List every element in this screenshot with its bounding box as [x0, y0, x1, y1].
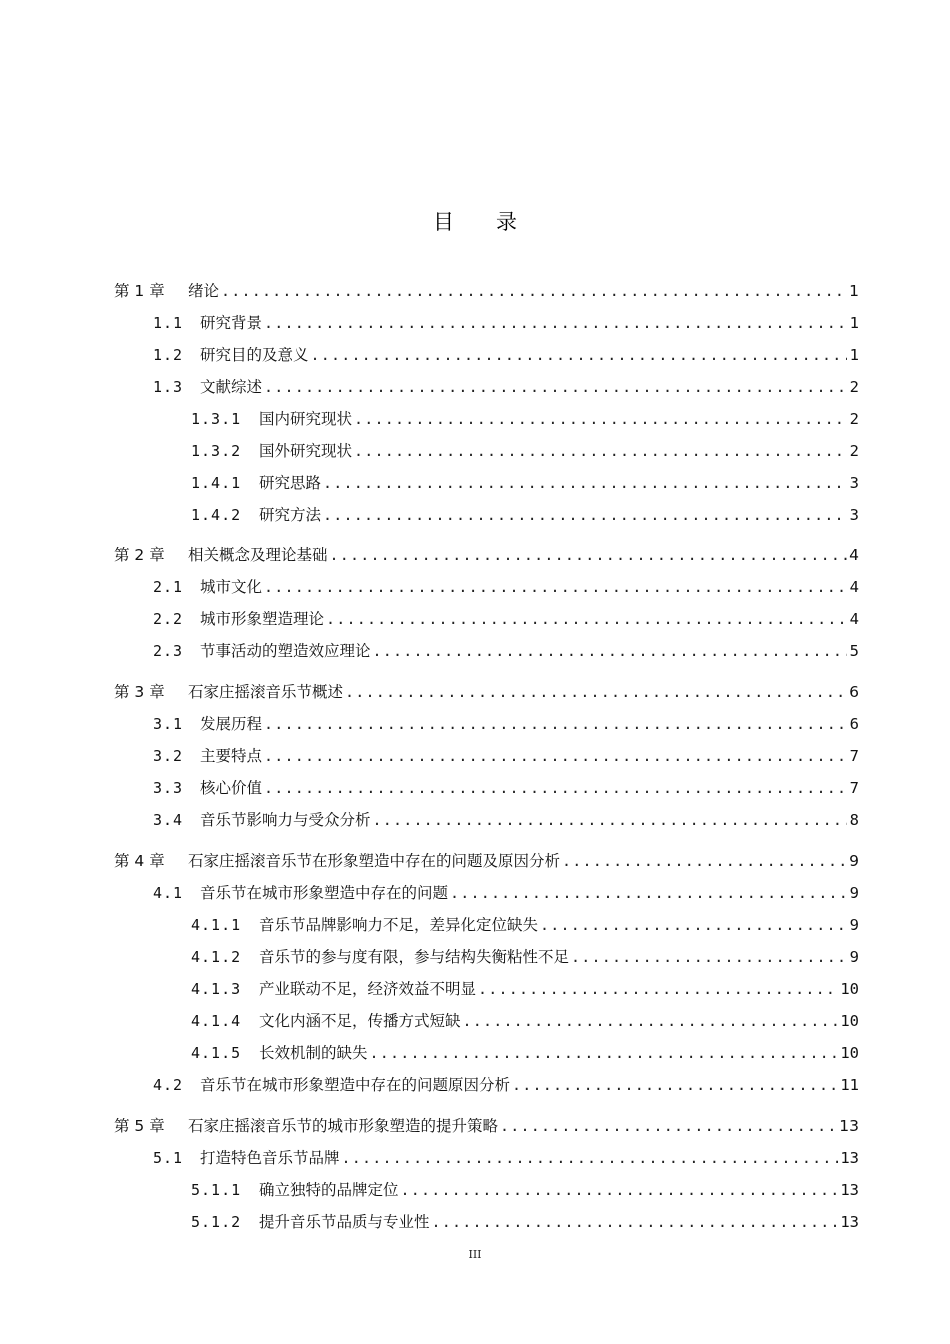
toc-entry-page-number: 4	[849, 610, 859, 628]
toc-entry-page-number: 7	[849, 779, 859, 797]
toc-subsection-entry[interactable]	[191, 1208, 859, 1232]
dot-leader	[571, 947, 847, 967]
toc-section-entry[interactable]	[153, 742, 859, 766]
dot-leader	[323, 473, 847, 493]
toc-entry-title: 相关概念及理论基础	[188, 546, 328, 564]
toc-entry-number: 第 1 章	[114, 282, 165, 300]
toc-entry-title: 音乐节影响力与受众分析	[200, 811, 371, 829]
toc-entry-title: 发展历程	[200, 715, 263, 733]
toc-section-entry[interactable]	[153, 637, 859, 661]
toc-entry-number: 4.1	[153, 884, 184, 902]
toc-entry-page-number: 10	[840, 980, 859, 998]
toc-entry-number: 1.4.2	[191, 506, 242, 524]
toc-entry-page-number: 13	[840, 1149, 859, 1167]
toc-subsection-entry[interactable]	[191, 1039, 859, 1063]
toc-entry-number: 1.2	[153, 346, 184, 364]
toc-entry-number: 5.1	[153, 1149, 184, 1167]
toc-entry-title: 节事活动的塑造效应理论	[200, 642, 371, 660]
toc-entry-page-number: 1	[849, 346, 859, 364]
toc-section-entry[interactable]	[153, 1071, 859, 1095]
toc-entry-title: 石家庄摇滚音乐节的城市形象塑造的提升策略	[188, 1117, 499, 1135]
toc-chapter-entry[interactable]	[114, 847, 859, 871]
toc-entry-page-number: 9	[849, 916, 859, 934]
toc-subsection-entry[interactable]	[191, 911, 859, 935]
toc-entry-number: 3.3	[153, 779, 184, 797]
dot-leader	[478, 979, 838, 999]
dot-leader	[221, 281, 847, 301]
dot-leader	[373, 641, 847, 661]
toc-entry-number: 4.1.5	[191, 1044, 242, 1062]
toc-section-entry[interactable]	[153, 806, 859, 830]
toc-chapter-entry[interactable]	[114, 678, 859, 702]
toc-entry-number: 5.1.1	[191, 1181, 242, 1199]
toc-entry-title: 文献综述	[200, 378, 263, 396]
dot-leader	[373, 810, 847, 830]
toc-entry-page-number: 10	[840, 1012, 859, 1030]
toc-entry-page-number: 4	[849, 578, 859, 596]
dot-leader	[264, 377, 847, 397]
toc-entry-number: 3.1	[153, 715, 184, 733]
dot-leader	[326, 609, 847, 629]
toc-entry-page-number: 1	[849, 314, 859, 332]
toc-entry-title: 核心价值	[200, 779, 263, 797]
toc-section-entry[interactable]	[153, 879, 859, 903]
toc-entry-number: 4.1.3	[191, 980, 242, 998]
toc-entry-title: 文化内涵不足，传播方式短缺	[259, 1012, 461, 1030]
toc-entry-number: 4.1.1	[191, 916, 242, 934]
toc-chapter-entry[interactable]	[114, 277, 859, 301]
toc-entry-title: 产业联动不足，经济效益不明显	[259, 980, 477, 998]
toc-subsection-entry[interactable]	[191, 1007, 859, 1031]
dot-leader	[370, 1043, 839, 1063]
toc-entry-page-number: 6	[849, 683, 859, 701]
toc-section-entry[interactable]	[153, 373, 859, 397]
dot-leader	[450, 883, 847, 903]
toc-subsection-entry[interactable]	[191, 405, 859, 429]
toc-entry-page-number: 9	[849, 948, 859, 966]
toc-entry-number: 1.3.1	[191, 410, 242, 428]
dot-leader	[432, 1212, 839, 1232]
toc-entry-number: 3.4	[153, 811, 184, 829]
toc-entry-page-number: 10	[840, 1044, 859, 1062]
dot-leader	[264, 778, 847, 798]
toc-entry-page-number: 13	[840, 1181, 859, 1199]
dot-leader	[354, 409, 847, 429]
dot-leader	[463, 1011, 839, 1031]
toc-entry-number: 1.3.2	[191, 442, 242, 460]
dot-leader	[354, 441, 847, 461]
page-title: 目录	[433, 210, 559, 234]
toc-entry-title: 音乐节的参与度有限，参与结构失衡粘性不足	[259, 948, 570, 966]
toc-section-entry[interactable]	[153, 1144, 859, 1168]
toc-section-entry[interactable]	[153, 341, 859, 365]
toc-entry-title: 打造特色音乐节品牌	[200, 1149, 340, 1167]
toc-entry-page-number: 7	[849, 747, 859, 765]
dot-leader	[311, 345, 847, 365]
dot-leader	[330, 545, 847, 565]
dot-leader	[323, 505, 847, 525]
toc-entry-page-number: 8	[849, 811, 859, 829]
toc-entry-number: 2.1	[153, 578, 184, 596]
dot-leader	[264, 746, 847, 766]
toc-entry-page-number: 11	[840, 1076, 859, 1094]
toc-section-entry[interactable]	[153, 309, 859, 333]
toc-section-entry[interactable]	[153, 710, 859, 734]
toc-entry-number: 第 5 章	[114, 1117, 165, 1135]
toc-entry-page-number: 9	[849, 852, 859, 870]
toc-entry-title: 研究方法	[259, 506, 322, 524]
toc-entry-page-number: 1	[849, 282, 859, 300]
toc-entry-number: 第 2 章	[114, 546, 165, 564]
dot-leader	[342, 1148, 839, 1168]
toc-entry-title: 国外研究现状	[259, 442, 353, 460]
toc-entry-number: 4.1.4	[191, 1012, 242, 1030]
toc-subsection-entry[interactable]	[191, 501, 859, 525]
toc-entry-page-number: 5	[849, 642, 859, 660]
toc-entry-number: 2.3	[153, 642, 184, 660]
toc-chapter-entry[interactable]	[114, 1112, 859, 1136]
toc-subsection-entry[interactable]	[191, 469, 859, 493]
toc-entry-number: 2.2	[153, 610, 184, 628]
dot-leader	[562, 851, 847, 871]
toc-entry-number: 1.4.1	[191, 474, 242, 492]
dot-leader	[500, 1116, 837, 1136]
toc-entry-title: 石家庄摇滚音乐节在形象塑造中存在的问题及原因分析	[188, 852, 561, 870]
toc-entry-number: 1.3	[153, 378, 184, 396]
toc-entry-title: 城市形象塑造理论	[200, 610, 325, 628]
dot-leader	[512, 1075, 838, 1095]
toc-entry-number: 3.2	[153, 747, 184, 765]
toc-entry-page-number: 2	[849, 442, 859, 460]
toc-entry-page-number: 9	[849, 884, 859, 902]
toc-entry-title: 长效机制的缺失	[259, 1044, 368, 1062]
toc-entry-page-number: 3	[849, 506, 859, 524]
toc-entry-title: 研究目的及意义	[200, 346, 309, 364]
toc-entry-number: 5.1.2	[191, 1213, 242, 1231]
toc-entry-title: 城市文化	[200, 578, 263, 596]
toc-section-entry[interactable]	[153, 573, 859, 597]
toc-entry-title: 音乐节在城市形象塑造中存在的问题	[200, 884, 449, 902]
toc-entry-title: 主要特点	[200, 747, 263, 765]
dot-leader	[264, 714, 847, 734]
toc-section-entry[interactable]	[153, 605, 859, 629]
toc-entry-title: 石家庄摇滚音乐节概述	[188, 683, 344, 701]
toc-entry-title: 音乐节在城市形象塑造中存在的问题原因分析	[200, 1076, 511, 1094]
toc-entry-page-number: 13	[839, 1117, 859, 1135]
dot-leader	[540, 915, 847, 935]
toc-entry-title: 研究思路	[259, 474, 322, 492]
toc-entry-number: 第 4 章	[114, 852, 165, 870]
toc-subsection-entry[interactable]	[191, 975, 859, 999]
toc-entry-title: 国内研究现状	[259, 410, 353, 428]
toc-entry-title: 绪论	[188, 282, 220, 300]
toc-entry-number: 4.2	[153, 1076, 184, 1094]
toc-entry-number: 4.1.2	[191, 948, 242, 966]
toc-entry-number: 第 3 章	[114, 683, 165, 701]
toc-subsection-entry[interactable]	[191, 1176, 859, 1200]
toc-entry-title: 提升音乐节品质与专业性	[259, 1213, 430, 1231]
toc-entry-page-number: 13	[840, 1213, 859, 1231]
toc-entry-page-number: 4	[849, 546, 859, 564]
toc-entry-page-number: 6	[849, 715, 859, 733]
dot-leader	[264, 577, 847, 597]
dot-leader	[264, 313, 847, 333]
toc-entry-number: 1.1	[153, 314, 184, 332]
toc-entry-title: 研究背景	[200, 314, 263, 332]
dot-leader	[345, 682, 847, 702]
toc-chapter-entry[interactable]	[114, 541, 859, 565]
toc-subsection-entry[interactable]	[191, 943, 859, 967]
page-number-footer: III	[468, 1248, 482, 1261]
toc-entry-page-number: 2	[849, 410, 859, 428]
toc-entry-title: 确立独特的品牌定位	[259, 1181, 399, 1199]
toc-entry-title: 音乐节品牌影响力不足，差异化定位缺失	[259, 916, 539, 934]
toc-entry-page-number: 2	[849, 378, 859, 396]
dot-leader	[401, 1180, 839, 1200]
toc-section-entry[interactable]	[153, 774, 859, 798]
toc-entry-page-number: 3	[849, 474, 859, 492]
toc-subsection-entry[interactable]	[191, 437, 859, 461]
